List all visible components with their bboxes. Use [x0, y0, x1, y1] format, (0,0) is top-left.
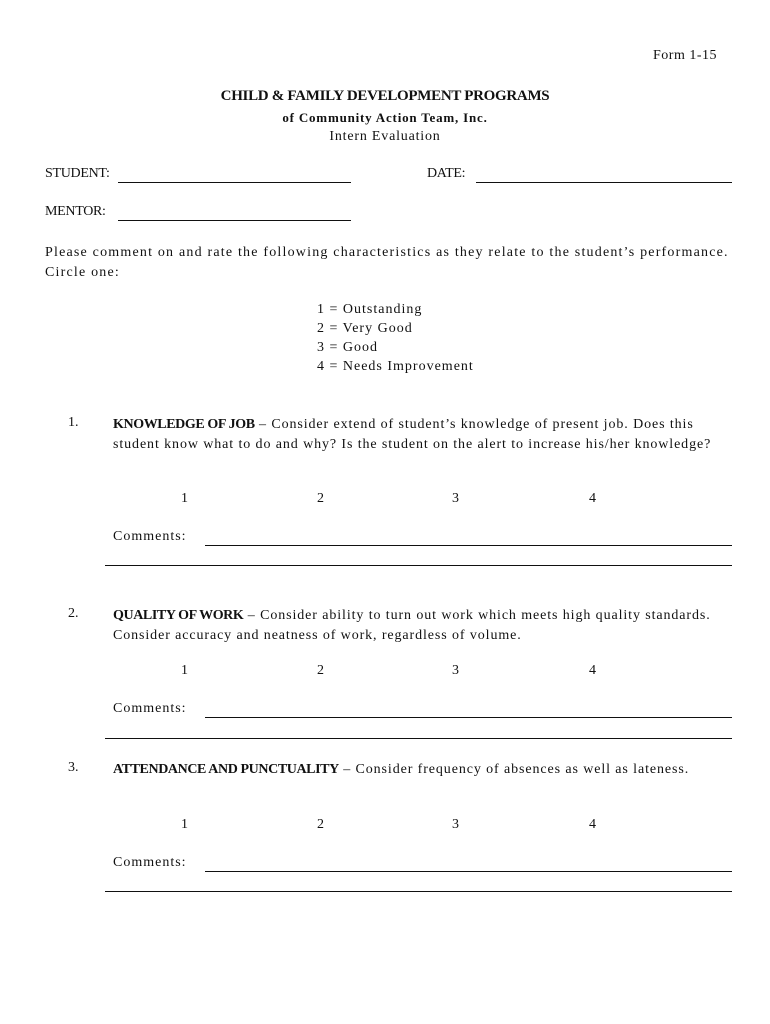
form-number: Form 1-15 — [653, 48, 717, 63]
question-description: – Consider frequency of absences as well as lateness. — [338, 762, 690, 777]
question-text — [113, 606, 723, 646]
comments-field[interactable] — [205, 545, 732, 546]
mentor-label: MENTOR: — [45, 204, 106, 219]
rating-scale — [317, 300, 474, 376]
scale-item: 3 = Good — [317, 340, 379, 355]
question-number: 3. — [68, 760, 79, 775]
scale-item: 1 = Outstanding — [317, 302, 423, 317]
rating-option-3[interactable]: 3 — [452, 663, 459, 678]
document-title: Intern Evaluation — [329, 129, 441, 144]
question-heading: QUALITY OF WORK — [113, 608, 244, 623]
question-number: 2. — [68, 606, 79, 621]
comments-field[interactable] — [205, 717, 732, 718]
comments-label: Comments: — [113, 701, 187, 716]
student-field[interactable] — [118, 182, 351, 183]
scale-item: 4 = Needs Improvement — [317, 359, 474, 374]
question-text — [113, 415, 723, 455]
mentor-field[interactable] — [118, 220, 351, 221]
comments-field-line-2[interactable] — [105, 565, 732, 566]
rating-option-1[interactable]: 1 — [181, 817, 188, 832]
comments-field-line-2[interactable] — [105, 891, 732, 892]
question-heading: ATTENDANCE AND PUNCTUALITY — [113, 762, 339, 777]
question-description: – Consider ability to turn out work which meets high quality standards. Consider accuracy and neatness of work, regardless of volume. — [113, 608, 711, 643]
rating-option-4[interactable]: 4 — [589, 663, 596, 678]
date-field[interactable] — [476, 182, 732, 183]
question-number: 1. — [68, 415, 79, 430]
comments-label: Comments: — [113, 855, 187, 870]
scale-item: 2 = Very Good — [317, 321, 413, 336]
rating-option-1[interactable]: 1 — [181, 491, 188, 506]
question-description: – Consider extend of student’s knowledge of present job. Does this student know what to do and why? Is the student on the alert to increase his/her knowledge? — [113, 417, 712, 452]
rating-option-3[interactable]: 3 — [452, 817, 459, 832]
rating-option-2[interactable]: 2 — [317, 491, 324, 506]
comments-label: Comments: — [113, 529, 187, 544]
comments-field[interactable] — [205, 871, 732, 872]
student-label: STUDENT: — [45, 166, 110, 181]
rating-option-1[interactable]: 1 — [181, 663, 188, 678]
rating-option-2[interactable]: 2 — [317, 663, 324, 678]
rating-option-4[interactable]: 4 — [589, 491, 596, 506]
organization-title: CHILD & FAMILY DEVELOPMENT PROGRAMS — [220, 88, 550, 104]
organization-subtitle: of Community Action Team, Inc. — [282, 110, 488, 125]
rating-option-2[interactable]: 2 — [317, 817, 324, 832]
rating-option-3[interactable]: 3 — [452, 491, 459, 506]
question-heading: KNOWLEDGE OF JOB — [113, 417, 255, 432]
comments-field-line-2[interactable] — [105, 738, 732, 739]
question-text — [113, 760, 723, 780]
rating-option-4[interactable]: 4 — [589, 817, 596, 832]
date-label: DATE: — [427, 166, 466, 181]
instructions-text: Please comment on and rate the following characteristics as they relate to the student’s performance. Circle one: — [45, 245, 729, 280]
